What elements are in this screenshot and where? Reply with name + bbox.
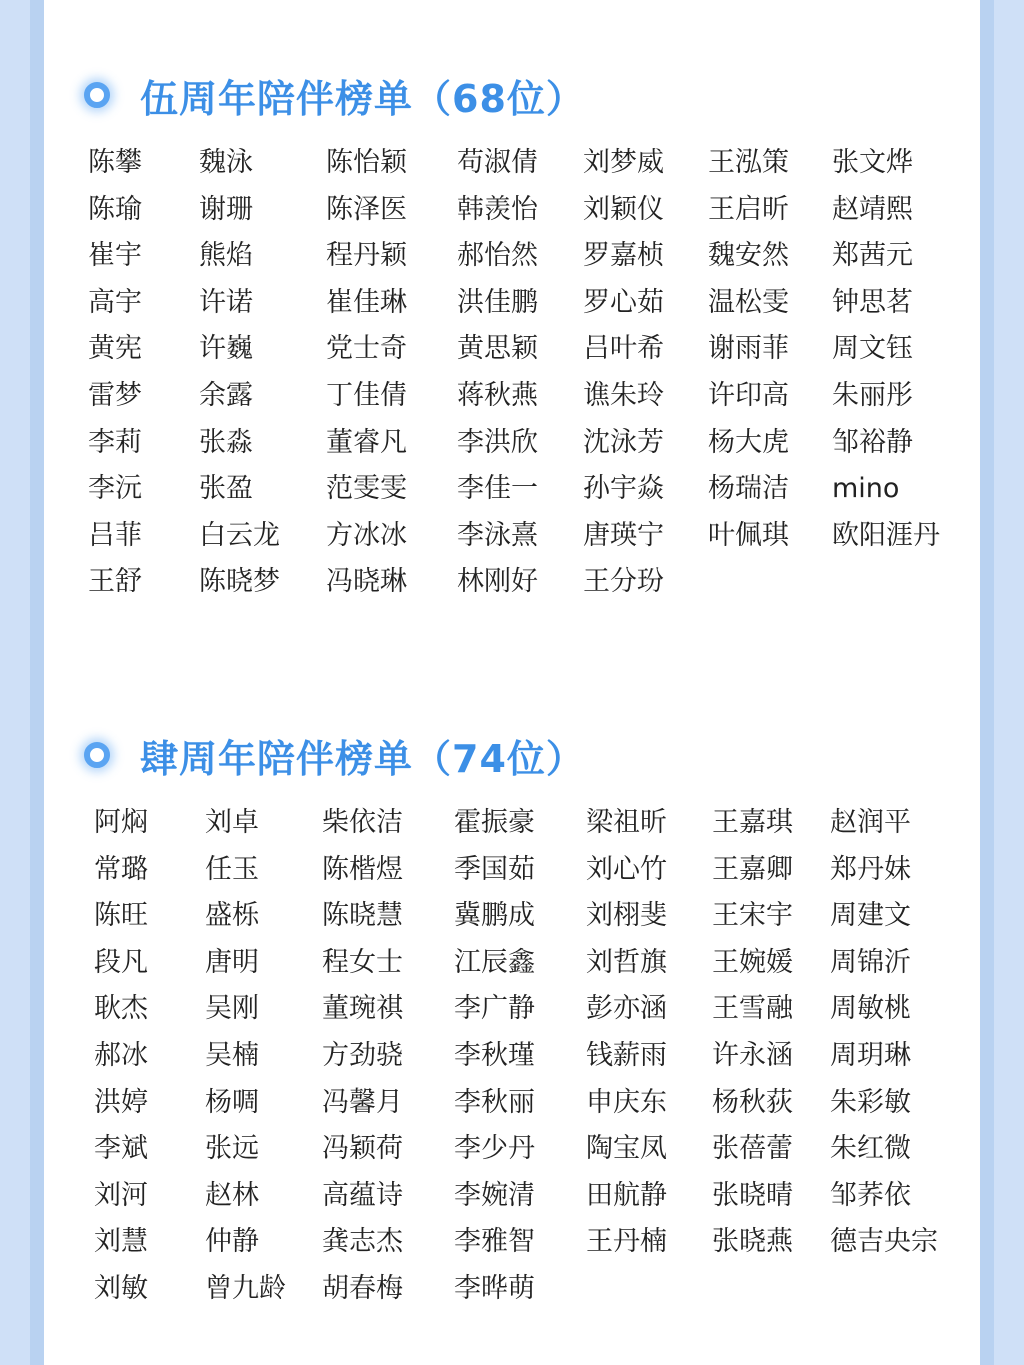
- name-entry: 杨瑞洁: [708, 473, 789, 505]
- name-entry: 谢雨菲: [708, 333, 789, 365]
- name-entry: 刘河: [94, 1179, 148, 1211]
- name-entry: 程女士: [322, 946, 403, 978]
- name-entry: 白云龙: [199, 519, 280, 551]
- name-entry: 朱丽彤: [832, 379, 913, 411]
- name-entry: 龚志杰: [322, 1226, 403, 1258]
- name-entry: 陈泽医: [326, 193, 407, 225]
- name-entry: 崔宇: [88, 240, 142, 272]
- name-entry: 冀鹏成: [454, 900, 535, 932]
- name-entry: 仲静: [205, 1226, 259, 1258]
- name-entry: 李斌: [94, 1133, 148, 1165]
- name-entry: 周文钰: [832, 333, 913, 365]
- name-entry: 梁祖昕: [586, 807, 667, 838]
- name-entry: 郝怡然: [457, 240, 538, 272]
- name-entry: 周建文: [830, 900, 911, 932]
- name-entry: 陈怡颖: [326, 147, 407, 178]
- name-entry: 崔佳琳: [326, 286, 407, 318]
- name-entry: 程丹颖: [326, 240, 407, 272]
- name-entry: 杨秋荻: [712, 1086, 793, 1118]
- section-heading: [84, 720, 585, 790]
- name-entry: 赵靖熙: [832, 193, 913, 225]
- name-entry: 李婉清: [454, 1179, 535, 1211]
- name-entry: 杨啁: [205, 1086, 259, 1118]
- name-entry: 冯晓琳: [326, 566, 407, 598]
- name-entry: 陈攀: [88, 147, 142, 178]
- name-entry: 赵润平: [830, 807, 911, 838]
- name-entry: 唐瑛宁: [583, 519, 664, 551]
- name-entry: 黄宪: [88, 333, 142, 365]
- name-entry: 吴楠: [205, 1039, 259, 1071]
- name-entry: 胡春梅: [322, 1272, 403, 1304]
- name-entry: 孙宇焱: [583, 473, 664, 505]
- name-entry: 许印高: [708, 379, 789, 411]
- name-entry: 张晓晴: [712, 1179, 793, 1211]
- name-entry: 申庆东: [586, 1086, 667, 1118]
- name-entry: 陈旺: [94, 900, 148, 932]
- name-entry: 刘哲旗: [586, 946, 667, 978]
- name-entry: 郑茜元: [832, 240, 913, 272]
- name-entry: 李广静: [454, 993, 535, 1025]
- name-entry: 盛栎: [205, 900, 259, 932]
- name-entry: 唐明: [205, 946, 259, 978]
- name-entry: 邹裕静: [832, 426, 913, 458]
- name-entry: 沈泳芳: [583, 426, 664, 458]
- name-entry: 熊焰: [199, 240, 253, 272]
- name-entry: 王宋宇: [712, 900, 793, 932]
- name-entry: 张晓燕: [712, 1226, 793, 1258]
- name-entry: 谢珊: [199, 193, 253, 225]
- name-entry: 陈晓慧: [322, 900, 403, 932]
- name-entry: 李洪欣: [457, 426, 538, 458]
- name-entry: 许诺: [199, 286, 253, 318]
- name-entry: 叶佩琪: [708, 519, 789, 551]
- name-entry: 邹荞依: [830, 1179, 911, 1211]
- name-entry: 江辰鑫: [454, 946, 535, 978]
- name-entry: 刘敏: [94, 1272, 148, 1304]
- name-entry: 余露: [199, 379, 253, 411]
- name-entry: 段凡: [94, 946, 148, 978]
- name-entry: 季国茹: [454, 853, 535, 885]
- name-entry: 王雪融: [712, 993, 793, 1025]
- name-entry: 苟淑倩: [457, 147, 538, 178]
- name-entry: 刘心竹: [586, 853, 667, 885]
- name-entry: 王丹楠: [586, 1226, 667, 1258]
- name-entry: 王分玢: [583, 566, 664, 598]
- name-entry: 刘卓: [205, 807, 259, 838]
- name-entry: 王嘉卿: [712, 853, 793, 885]
- name-entry: 常璐: [94, 853, 148, 885]
- name-entry: 吕叶希: [583, 333, 664, 365]
- name-entry: 德吉央宗: [830, 1226, 938, 1258]
- name-entry: 李沅: [88, 473, 142, 505]
- name-entry: 钟思茗: [832, 286, 913, 318]
- name-entry: 许巍: [199, 333, 253, 365]
- name-entry: 刘颖仪: [583, 193, 664, 225]
- name-entry: 周敏桃: [830, 993, 911, 1025]
- name-entry: 谯朱玲: [583, 379, 664, 411]
- name-entry: 蒋秋燕: [457, 379, 538, 411]
- name-entry: 耿杰: [94, 993, 148, 1025]
- name-entry: 丁佳倩: [326, 379, 407, 411]
- circle-bullet-icon: [84, 82, 110, 108]
- name-entry: 温松雯: [708, 286, 789, 318]
- name-entry: 方劲骁: [322, 1039, 403, 1071]
- name-entry: 雷梦: [88, 379, 142, 411]
- name-entry: 李雅智: [454, 1226, 535, 1258]
- name-entry: 李佳一: [457, 473, 538, 505]
- name-entry: 董睿凡: [326, 426, 407, 458]
- name-entry: 陈楷煜: [322, 853, 403, 885]
- section-title: 肆周年陪伴榜单（74位）: [140, 736, 585, 781]
- name-entry: 李秋丽: [454, 1086, 535, 1118]
- name-entry: 罗心茹: [583, 286, 664, 318]
- name-entry: 彭亦涵: [586, 993, 667, 1025]
- name-entry: 周锦沂: [830, 946, 911, 978]
- name-entry: 张蓓蕾: [712, 1133, 793, 1165]
- name-entry: 任玉: [205, 853, 259, 885]
- name-entry: 田航静: [586, 1179, 667, 1211]
- section-heading: [84, 60, 585, 130]
- name-list: [94, 800, 980, 1313]
- section-title: 伍周年陪伴榜单（68位）: [140, 76, 585, 121]
- name-entry: 冯颖荷: [322, 1133, 403, 1165]
- name-entry: 张盈: [199, 473, 253, 505]
- name-entry: 曾九龄: [205, 1272, 286, 1304]
- name-entry: 洪佳鹏: [457, 286, 538, 318]
- name-entry: 魏安然: [708, 240, 789, 272]
- name-entry: 李晔萌: [454, 1272, 535, 1304]
- name-entry: 高蕴诗: [322, 1179, 403, 1211]
- name-entry: 陶宝凤: [586, 1133, 667, 1165]
- name-list: [88, 140, 982, 606]
- name-entry: 朱彩敏: [830, 1086, 911, 1118]
- name-entry: 高宇: [88, 286, 142, 318]
- name-entry: 吕菲: [88, 519, 142, 551]
- name-entry: 张文烨: [832, 147, 913, 178]
- name-entry: 陈瑜: [88, 193, 142, 225]
- name-entry: 张远: [205, 1133, 259, 1165]
- name-entry: 董琬祺: [322, 993, 403, 1025]
- name-entry: 刘慧: [94, 1226, 148, 1258]
- name-entry: 赵林: [205, 1179, 259, 1211]
- name-entry: 郑丹妹: [830, 853, 911, 885]
- name-entry: 刘栩斐: [586, 900, 667, 932]
- name-entry: 黄思颖: [457, 333, 538, 365]
- name-entry: 范雯雯: [326, 473, 407, 505]
- left-border-band: [30, 0, 44, 1365]
- name-entry: 柴依洁: [322, 807, 403, 838]
- name-entry: mino: [832, 473, 900, 505]
- name-entry: 许永涵: [712, 1039, 793, 1071]
- name-entry: 党士奇: [326, 333, 407, 365]
- name-entry: 钱薪雨: [586, 1039, 667, 1071]
- name-entry: 李泳熹: [457, 519, 538, 551]
- name-entry: 洪婷: [94, 1086, 148, 1118]
- name-entry: 韩羡怡: [457, 193, 538, 225]
- name-entry: 李少丹: [454, 1133, 535, 1165]
- name-entry: 王婉媛: [712, 946, 793, 978]
- name-entry: 张淼: [199, 426, 253, 458]
- name-entry: 李秋瑾: [454, 1039, 535, 1071]
- right-border-band: [980, 0, 994, 1365]
- name-entry: 罗嘉桢: [583, 240, 664, 272]
- name-entry: 冯馨月: [322, 1086, 403, 1118]
- name-entry: 王启昕: [708, 193, 789, 225]
- name-entry: 郝冰: [94, 1039, 148, 1071]
- name-entry: 林刚好: [457, 566, 538, 598]
- name-entry: 魏泳: [199, 147, 253, 178]
- name-entry: 周玥琳: [830, 1039, 911, 1071]
- name-entry: 杨大虎: [708, 426, 789, 458]
- name-entry: 朱红微: [830, 1133, 911, 1165]
- name-entry: 吴刚: [205, 993, 259, 1025]
- name-entry: 王泓策: [708, 147, 789, 178]
- name-entry: 王舒: [88, 566, 142, 598]
- circle-bullet-icon: [84, 742, 110, 768]
- name-entry: 李莉: [88, 426, 142, 458]
- name-entry: 阿焖: [94, 807, 148, 838]
- name-entry: 刘梦威: [583, 147, 664, 178]
- name-entry: 霍振豪: [454, 807, 535, 838]
- name-entry: 方冰冰: [326, 519, 407, 551]
- name-entry: 王嘉琪: [712, 807, 793, 838]
- name-entry: 陈晓梦: [199, 566, 280, 598]
- name-entry: 欧阳涯丹: [832, 519, 940, 551]
